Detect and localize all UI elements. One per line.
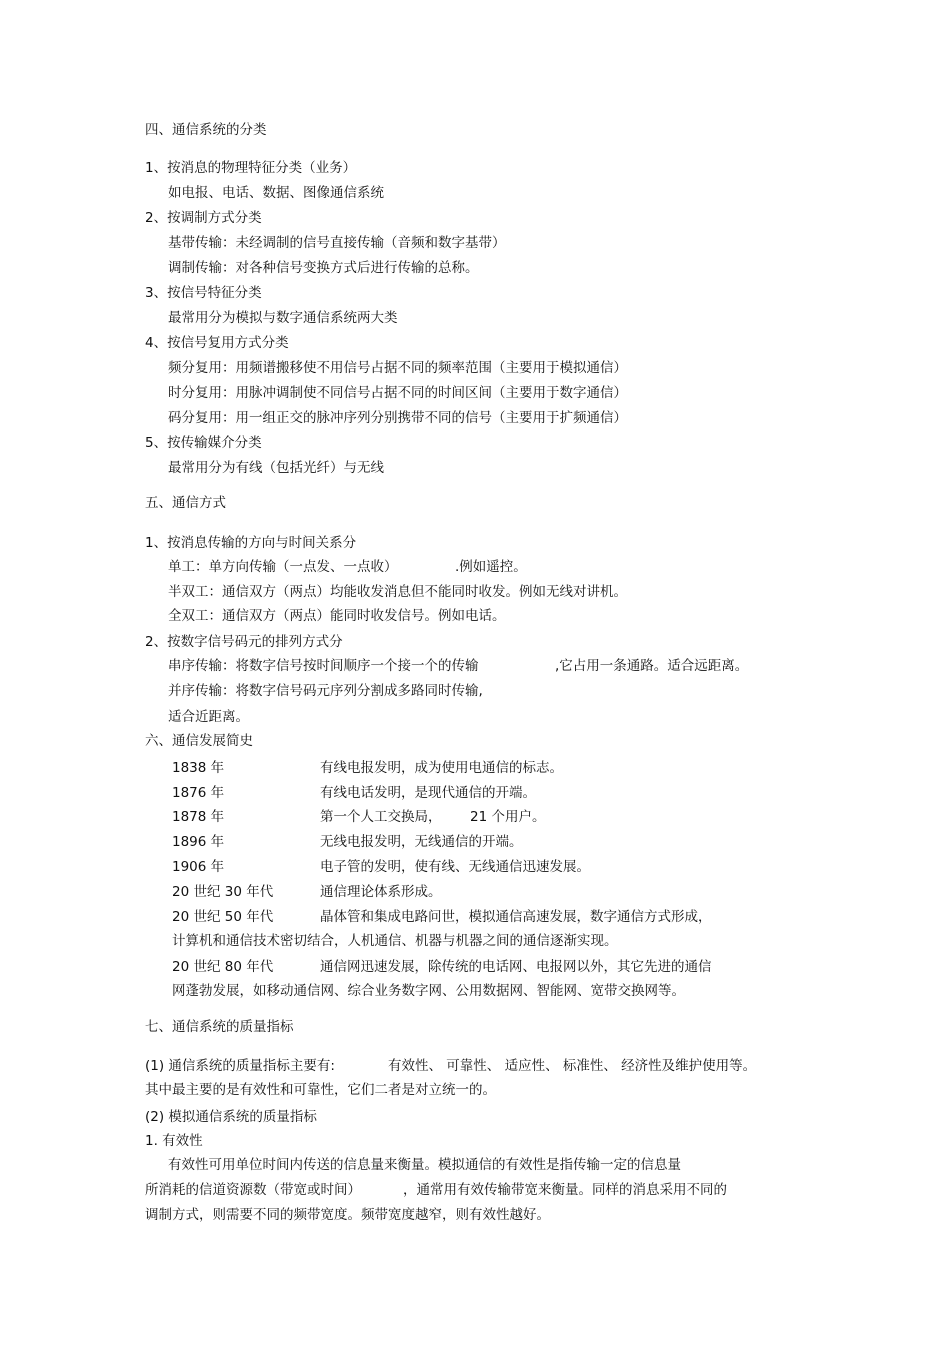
timeline-event: 通信理论体系形成。 bbox=[320, 884, 442, 900]
list-item: 频分复用：用频谱搬移使不用信号占据不同的频率范围（主要用于模拟通信） bbox=[168, 360, 627, 376]
timeline-event: 无线电报发明，无线通信的开端。 bbox=[320, 834, 523, 850]
timeline-year: 1876 年 bbox=[172, 785, 225, 801]
timeline-event-continued: 网蓬勃发展，如移动通信网、综合业务数字网、公用数据网、智能网、宽带交换网等。 bbox=[172, 983, 685, 999]
list-item: 串序传输：将数字信号按时间顺序一个接一个的传输 bbox=[168, 658, 479, 674]
list-item: 1、按消息的物理特征分类（业务） bbox=[145, 160, 357, 176]
paragraph: (1) 通信系统的质量指标主要有: bbox=[145, 1058, 335, 1074]
timeline-event: 晶体管和集成电路问世，模拟通信高速发展，数字通信方式形成， bbox=[320, 909, 712, 925]
list-item: 全双工：通信双方（两点）能同时收发信号。例如电话。 bbox=[168, 608, 506, 624]
paragraph: 调制方式，则需要不同的频带宽度。频带宽度越窄，则有效性越好。 bbox=[145, 1207, 550, 1223]
section-heading: 六、通信发展简史 bbox=[145, 733, 253, 749]
timeline-event: 第一个人工交换局， bbox=[320, 809, 442, 825]
list-item: 时分复用：用脉冲调制使不同信号占据不同的时间区间（主要用于数字通信） bbox=[168, 385, 627, 401]
paragraph: ，通常用有效传输带宽来衡量。同样的消息采用不同的 bbox=[403, 1182, 727, 1198]
timeline-event-extra: 21 个用户。 bbox=[470, 809, 546, 825]
list-item: .例如遥控。 bbox=[455, 559, 527, 575]
list-item: 最常用分为有线（包括光纤）与无线 bbox=[168, 460, 384, 476]
list-item: 单工：单方向传输（一点发、一点收） bbox=[168, 559, 398, 575]
timeline-year: 1896 年 bbox=[172, 834, 225, 850]
paragraph: (2) 模拟通信系统的质量指标 bbox=[145, 1109, 317, 1125]
list-item: 基带传输：未经调制的信号直接传输（音频和数字基带） bbox=[168, 235, 506, 251]
list-item: 如电报、电话、数据、图像通信系统 bbox=[168, 185, 384, 201]
timeline-year: 20 世纪 80 年代 bbox=[172, 959, 274, 975]
list-item: 适合近距离。 bbox=[168, 709, 249, 725]
timeline-year: 1906 年 bbox=[172, 859, 225, 875]
timeline-event: 有线电话发明，是现代通信的开端。 bbox=[320, 785, 536, 801]
paragraph: 所消耗的信道资源数（带宽或时间） bbox=[145, 1182, 361, 1198]
section-heading: 七、通信系统的质量指标 bbox=[145, 1019, 294, 1035]
timeline-year: 1878 年 bbox=[172, 809, 225, 825]
timeline-year: 20 世纪 30 年代 bbox=[172, 884, 274, 900]
list-item: 调制传输：对各种信号变换方式后进行传输的总称。 bbox=[168, 260, 479, 276]
timeline-event-continued: 计算机和通信技术密切结合，人机通信、机器与机器之间的通信逐渐实现。 bbox=[172, 933, 618, 949]
section-heading: 四、通信系统的分类 bbox=[145, 122, 267, 138]
list-item: ,它占用一条通路。适合远距离。 bbox=[555, 658, 749, 674]
timeline-year: 1838 年 bbox=[172, 760, 225, 776]
list-item: 并序传输：将数字信号码元序列分割成多路同时传输, bbox=[168, 683, 483, 699]
timeline-year: 20 世纪 50 年代 bbox=[172, 909, 274, 925]
list-item: 最常用分为模拟与数字通信系统两大类 bbox=[168, 310, 398, 326]
timeline-event: 有线电报发明，成为使用电通信的标志。 bbox=[320, 760, 563, 776]
list-item: 1、按消息传输的方向与时间关系分 bbox=[145, 535, 357, 551]
section-heading: 五、通信方式 bbox=[145, 495, 226, 511]
list-item: 5、按传输媒介分类 bbox=[145, 435, 262, 451]
list-item: 2、按调制方式分类 bbox=[145, 210, 262, 226]
paragraph: 有效性可用单位时间内传送的信息量来衡量。模拟通信的有效性是指传输一定的信息量 bbox=[168, 1157, 681, 1173]
list-item: 半双工：通信双方（两点）均能收发消息但不能同时收发。例如无线对讲机。 bbox=[168, 584, 627, 600]
list-item: 2、按数字信号码元的排列方式分 bbox=[145, 634, 343, 650]
timeline-event: 通信网迅速发展，除传统的电话网、电报网以外，其它先进的通信 bbox=[320, 959, 712, 975]
paragraph: 有效性、 可靠性、 适应性、 标准性、 经济性及维护使用等。 bbox=[388, 1058, 757, 1074]
list-item: 3、按信号特征分类 bbox=[145, 285, 262, 301]
paragraph: 1. 有效性 bbox=[145, 1133, 203, 1149]
timeline-event: 电子管的发明，使有线、无线通信迅速发展。 bbox=[320, 859, 590, 875]
list-item: 码分复用：用一组正交的脉冲序列分别携带不同的信号（主要用于扩频通信） bbox=[168, 410, 627, 426]
list-item: 4、按信号复用方式分类 bbox=[145, 335, 289, 351]
paragraph: 其中最主要的是有效性和可靠性，它们二者是对立统一的。 bbox=[145, 1082, 496, 1098]
